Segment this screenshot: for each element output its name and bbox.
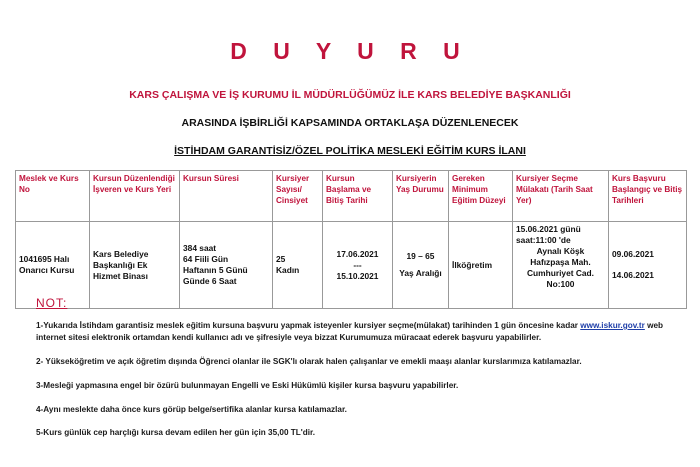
header-mulakat: Kursiyer Seçme Mülakatı (Tarih Saat Yer)	[513, 171, 609, 222]
header-tarih: Kursun Başlama ve Bitiş Tarihi	[323, 171, 393, 222]
header-basvuru: Kurs Başvuru Başlangıç ve Bitiş Tarihleri	[609, 171, 687, 222]
cell-kursiyer: 25 Kadın	[273, 222, 323, 309]
note-4: 4-Aynı meslekte daha önce kurs görüp belge/sertifika alanlar kursa katılamazlar.	[36, 405, 347, 414]
header-sure: Kursun Süresi	[180, 171, 273, 222]
table-header-row	[16, 171, 687, 222]
header-meslek: Meslek ve Kurs No	[16, 171, 90, 222]
cell-isveren: Kars Belediye Başkanlığı Ek Hizmet Binası	[90, 222, 180, 309]
header-kursiyer: Kursiyer Sayısı/ Cinsiyet	[273, 171, 323, 222]
note-3: 3-Mesleği yapmasına engel bir özürü bulunmayan Engelli ve Eski Hükümlü kişiler kursa başvuru yapabilirler.	[36, 381, 459, 390]
course-table	[15, 170, 687, 309]
subtitle-course-announcement: İSTİHDAM GARANTİSİZ/ÖZEL POLİTİKA MESLEKİ EĞİTİM KURS İLANI	[174, 145, 526, 157]
notes-title: NOT:	[36, 296, 68, 310]
cell-yas: 19 – 65 Yaş Aralığı	[393, 222, 449, 309]
header-yas: Kursiyerin Yaş Durumu	[393, 171, 449, 222]
cell-basvuru: 09.06.2021 14.06.2021	[609, 222, 687, 309]
cell-tarih: 17.06.2021 --- 15.10.2021	[323, 222, 393, 309]
cell-sure: 384 saat 64 Fiili Gün Haftanın 5 Günü Günde 6 Saat	[180, 222, 273, 309]
note-2: 2- Yükseköğretim ve açık öğretim dışında Öğrenci olanlar ile SGK'lı olarak halen çalışanlar ve emekli maaşı alanlar kurslarımıza katılamazlar.	[36, 357, 582, 366]
subtitle-institutions: KARS ÇALIŞMA VE İŞ KURUMU İL MÜDÜRLÜĞÜMÜZ İLE KARS BELEDİYE BAŞKANLIĞI	[129, 89, 571, 101]
header-isveren: Kursun Düzenlendiği İşveren ve Kurs Yeri	[90, 171, 180, 222]
cell-mulakat: 15.06.2021 günü saat:11:00 'de Aynalı Köşk Hafızpaşa Mah. Cumhuriyet Cad. No:100	[513, 222, 609, 309]
cell-meslek: 1041695 Halı Onarıcı Kursu	[16, 222, 90, 309]
table-row	[16, 222, 687, 309]
note-5: 5-Kurs günlük cep harçlığı kursa devam edilen her gün için 35,00 TL'dir.	[36, 428, 316, 437]
note-1: 1-Yukarıda İstihdam garantisiz meslek eğitim kursuna başvuru yapmak isteyenler kursiyer seçme(mülakat) tarihinden 1 gün öncesine kadar www.iskur.gov.tr web internet sitesi elektronik ortamdan kendi kullanıcı adı ve şifresiyle veya bizzat Kurumumuza müracaat ederek başvuru yapabilirler.	[36, 321, 664, 342]
subtitle-cooperation: ARASINDA İŞBİRLİĞİ KAPSAMINDA ORTAKLAŞA DÜZENLENECEK	[181, 117, 519, 129]
page-title: D U Y U R U	[230, 38, 470, 64]
header-egitim: Gereken Minimum Eğitim Düzeyi	[449, 171, 513, 222]
cell-egitim: İlköğretim	[449, 222, 513, 309]
iskur-link[interactable]: www.iskur.gov.tr	[580, 321, 645, 330]
